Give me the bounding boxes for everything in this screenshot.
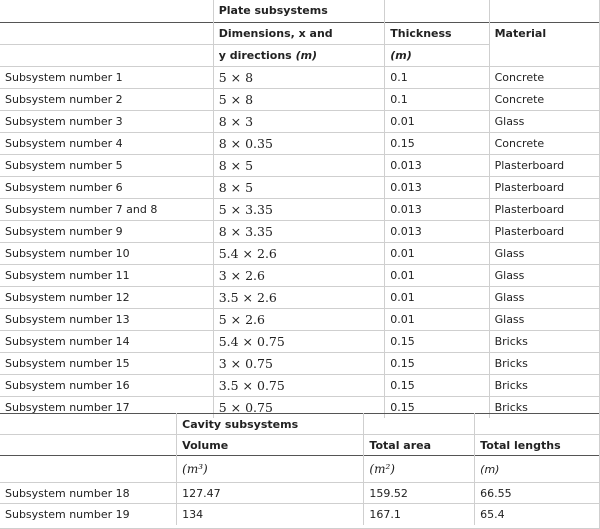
table-row [0, 88, 599, 110]
table-row [0, 176, 599, 198]
dimensions-value: 8 × 5 [213, 154, 385, 176]
area-value: 167.1 [364, 504, 475, 525]
subsystem-name: Subsystem number 11 [5, 268, 130, 282]
empty-header-cell [0, 0, 213, 22]
table-row [0, 242, 599, 264]
col-lengths-header: Total lengths [475, 435, 599, 456]
dimensions-value: 8 × 5 [213, 176, 385, 198]
dimensions-value: 3 × 2.6 [213, 264, 385, 286]
dimensions-value: 5 × 0.75 [213, 396, 385, 418]
thickness-value: 0.013 [385, 176, 489, 198]
material-value: Bricks [489, 330, 599, 352]
material-value: Concrete [489, 88, 599, 110]
table-row [0, 286, 599, 308]
table-row [0, 483, 599, 504]
empty-header-cell [475, 414, 599, 435]
table-row [0, 330, 599, 352]
table-row [0, 198, 599, 220]
col-thickness-unit-text: (m) [390, 48, 412, 62]
thickness-value: 0.01 [385, 110, 489, 132]
material-value: Glass [489, 110, 599, 132]
subsystem-name: Subsystem number 16 [5, 378, 130, 392]
material-value: Plasterboard [489, 198, 599, 220]
table-row [0, 374, 599, 396]
table-row [0, 220, 599, 242]
material-value: Plasterboard [489, 154, 599, 176]
dimensions-value: 8 × 3.35 [213, 220, 385, 242]
dimensions-value: 5.4 × 0.75 [213, 330, 385, 352]
material-value: Bricks [489, 374, 599, 396]
cavity-rows [0, 483, 599, 525]
table-row [0, 352, 599, 374]
material-value: Bricks [489, 352, 599, 374]
material-value: Glass [489, 242, 599, 264]
lengths-value: 65.4 [475, 504, 599, 525]
empty-header-cell [0, 435, 177, 456]
thickness-value: 0.1 [385, 66, 489, 88]
unit-volume: (m³) [177, 456, 364, 483]
empty-header-cell [489, 0, 599, 22]
volume-value: 134 [177, 504, 364, 525]
subsystem-name: Subsystem number 15 [5, 356, 130, 370]
dimensions-value: 8 × 3 [213, 110, 385, 132]
subsystem-name: Subsystem number 18 [5, 486, 130, 500]
col-area-header: Total area [364, 435, 475, 456]
cavity-group-header-row [0, 414, 599, 435]
col-volume-header: Volume [177, 435, 364, 456]
cavity-column-header-row [0, 435, 599, 456]
subsystem-name: Subsystem number 19 [5, 507, 130, 521]
plate-column-header-row [0, 22, 599, 44]
thickness-value: 0.1 [385, 88, 489, 110]
empty-header-cell [364, 414, 475, 435]
volume-value: 127.47 [177, 483, 364, 504]
material-value: Concrete [489, 66, 599, 88]
thickness-value: 0.013 [385, 220, 489, 242]
col-material-label: Material [494, 26, 547, 40]
empty-header-cell [0, 22, 213, 44]
thickness-value: 0.15 [385, 132, 489, 154]
thickness-value: 0.15 [385, 330, 489, 352]
plate-rows [0, 66, 599, 418]
table-row [0, 504, 599, 525]
thickness-value: 0.15 [385, 352, 489, 374]
subsystem-name: Subsystem number 4 [5, 136, 123, 150]
subsystem-name: Subsystem number 6 [5, 180, 123, 194]
area-value: 159.52 [364, 483, 475, 504]
col-dimensions-line2: y directions [218, 48, 292, 62]
thickness-value: 0.01 [385, 286, 489, 308]
thickness-value: 0.15 [385, 374, 489, 396]
subsystem-name: Subsystem number 9 [5, 224, 123, 238]
cavity-unit-row [0, 456, 599, 483]
cavity-group-header: Cavity subsystems [177, 414, 364, 435]
subsystem-name: Subsystem number 5 [5, 158, 123, 172]
lengths-value: 66.55 [475, 483, 599, 504]
dimensions-value: 3.5 × 2.6 [213, 286, 385, 308]
subsystem-name: Subsystem number 10 [5, 246, 130, 260]
material-value: Glass [489, 264, 599, 286]
col-material-header [489, 22, 599, 66]
subsystem-name: Subsystem number 2 [5, 92, 123, 106]
table-row [0, 132, 599, 154]
empty-header-cell [0, 44, 213, 66]
unit-lengths: (m) [475, 456, 599, 483]
table-row [0, 110, 599, 132]
empty-header-cell [0, 456, 177, 483]
dimensions-value: 3.5 × 0.75 [213, 374, 385, 396]
thickness-value: 0.01 [385, 308, 489, 330]
dimensions-value: 3 × 0.75 [213, 352, 385, 374]
material-value: Plasterboard [489, 220, 599, 242]
col-thickness-header: Thickness [385, 22, 489, 44]
material-value: Bricks [489, 396, 599, 418]
dimensions-value: 8 × 0.35 [213, 132, 385, 154]
dimensions-value: 5 × 8 [213, 88, 385, 110]
thickness-value: 0.01 [385, 264, 489, 286]
subsystem-name: Subsystem number 7 and 8 [5, 202, 158, 216]
dimensions-value: 5.4 × 2.6 [213, 242, 385, 264]
subsystem-name: Subsystem number 17 [5, 400, 130, 414]
material-value: Plasterboard [489, 176, 599, 198]
table-row [0, 308, 599, 330]
empty-header-cell [0, 414, 177, 435]
col-dimensions-header: Dimensions, x and [213, 22, 385, 44]
thickness-value: 0.15 [385, 396, 489, 418]
subsystem-name: Subsystem number 1 [5, 70, 123, 84]
material-value: Concrete [489, 132, 599, 154]
subsystem-name: Subsystem number 3 [5, 114, 123, 128]
plate-group-header-row [0, 0, 599, 22]
plate-group-header: Plate subsystems [213, 0, 385, 22]
dimensions-value: 5 × 3.35 [213, 198, 385, 220]
table-row [0, 264, 599, 286]
material-value: Glass [489, 308, 599, 330]
thickness-value: 0.013 [385, 198, 489, 220]
subsystem-name: Subsystem number 13 [5, 312, 130, 326]
material-value: Glass [489, 286, 599, 308]
table-row [0, 66, 599, 88]
table-row [0, 154, 599, 176]
subsystem-name: Subsystem number 14 [5, 334, 130, 348]
subsystem-name: Subsystem number 12 [5, 290, 130, 304]
unit-area: (m²) [364, 456, 475, 483]
thickness-value: 0.01 [385, 242, 489, 264]
col-dimensions-subheader [213, 44, 385, 66]
dimensions-value: 5 × 8 [213, 66, 385, 88]
empty-header-cell [385, 0, 489, 22]
thickness-value: 0.013 [385, 154, 489, 176]
col-dimensions-unit: (m) [295, 48, 318, 62]
cavity-subsystems-table [0, 413, 599, 525]
dimensions-value: 5 × 2.6 [213, 308, 385, 330]
col-thickness-unit [385, 44, 489, 66]
